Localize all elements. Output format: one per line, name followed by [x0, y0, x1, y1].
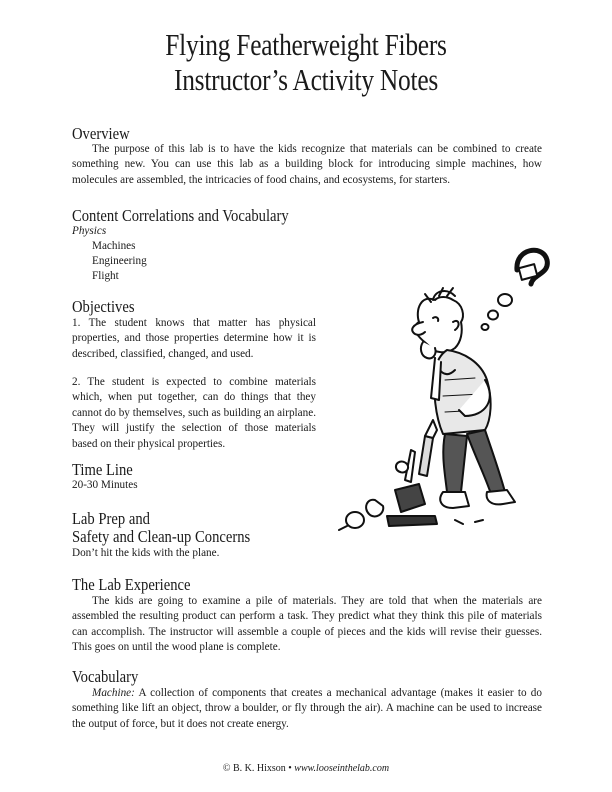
content-item-machines: Machines	[92, 240, 136, 252]
content-item-engineering: Engineering	[92, 255, 147, 267]
footer-url: www.looseinthelab.com	[294, 763, 390, 774]
title-line-2: Instructor’s Activity Notes	[173, 62, 439, 97]
timeline-value: 20-30 Minutes	[72, 479, 138, 491]
vocabulary-heading: Vocabulary	[72, 667, 139, 686]
overview-body: The purpose of this lab is to have the kids recognize that materials can be combined to create something new. You can use this lab as a building block for introducing simple machines, how molecules are assembled, the intricacies of food chains, and ecosystems, for starters.	[72, 143, 542, 186]
objective-1: 1. The student knows that matter has physical properties, and those properties determine how it is described, classified, changed, and used.	[72, 317, 316, 360]
labprep-heading-2: Safety and Clean-up Concerns	[72, 527, 251, 546]
title-line-1: Flying Featherweight Fibers	[165, 27, 447, 62]
vocabulary-entry	[72, 686, 542, 732]
vocabulary-term: Machine:	[92, 687, 135, 699]
labprep-heading-1: Lab Prep and	[72, 509, 150, 528]
content-item-flight: Flight	[92, 270, 119, 282]
timeline-heading: Time Line	[72, 460, 133, 479]
labprep-value: Don’t hit the kids with the plane.	[72, 547, 220, 559]
vocabulary-definition: A collection of components that creates a mechanical advantage (makes it easier to do something like lift an object, throw a boulder, or fly through the air). A machine can be used to increase the output of force, but it does not create energy.	[72, 687, 542, 730]
overview-heading: Overview	[72, 124, 130, 143]
objectives-heading: Objectives	[72, 297, 135, 316]
footer-author: © B. K. Hixson •	[222, 763, 292, 774]
content-heading: Content Correlations and Vocabulary	[72, 206, 289, 225]
footer	[0, 763, 612, 774]
content-subject: Physics	[72, 225, 107, 237]
experience-body: The kids are going to examine a pile of materials. They are told that when the materials are assembled the resulting product can perform a task. They predict what they think this pile of materials can accomplish. The instructor will assemble a couple of pieces and the kids will revise their guesses. This goes on until the wood plane is complete.	[72, 595, 542, 654]
experience-heading: The Lab Experience	[72, 575, 191, 594]
objective-2: 2. The student is expected to combine materials which, when put together, can do things that they cannot do by themselves, such as building an airplane. They will justify the selection of those materials based on their physical properties.	[72, 376, 316, 450]
thinking-man-with-question-mark-illustration	[335, 230, 560, 540]
